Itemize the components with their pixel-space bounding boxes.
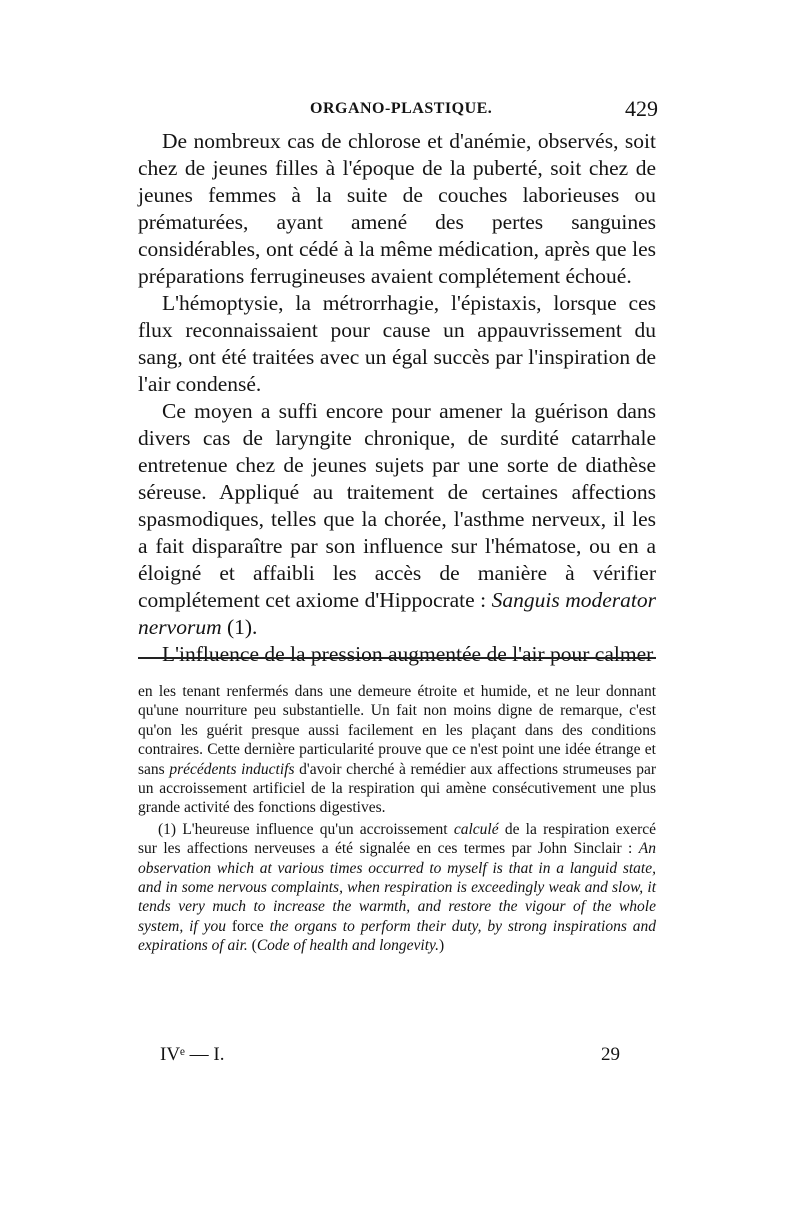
footnote-divider: [138, 657, 656, 659]
footnote-1-text-1: L'heureuse influence qu'un accroissement: [182, 820, 448, 838]
paragraph-chlorose: De nombreux cas de chlorose et d'anémie, observés, soit chez de jeunes filles à l'époque de la puberté, soit chez de jeunes femmes à la suite de couches laborieuses ou prématurées, ayant amené des pertes sanguines considérables, ont cédé à la même médication, après que les préparations ferrugineuses avaient complétement échoué.: [138, 129, 656, 288]
running-title: ORGANO-PLASTIQUE.: [310, 100, 493, 117]
hippocrates-quote: Sanguis moderator nervorum: [138, 588, 656, 639]
footnote-1-source-title: Code of health and longevity.: [256, 937, 439, 955]
footnote-1-text-2: de la respiration exercé sur les affections nerveuses a été signalée en ces termes par John Sinclair :: [138, 820, 657, 858]
footnote-1-paren-open: (: [251, 937, 257, 955]
footnote-continuation-text-2: d'avoir cherché à remédier aux affections strumeuses par un accroissement artificiel de la respiration qui amène consécutivement une plus grande activité des fonctions digestives.: [138, 760, 657, 817]
footnote-reference: (1).: [226, 615, 258, 639]
footnote-continuation: [138, 682, 656, 818]
printer-signature: [160, 1044, 620, 1070]
page-number: 429: [625, 96, 658, 121]
footnote-1: [138, 820, 656, 956]
footnote-continuation-italic: précédents inductifs: [169, 760, 295, 778]
main-text: [138, 128, 656, 668]
footnote-1-english-quote-end: the organs to perform their duty, by strong inspirations and expirations of air.: [138, 917, 656, 955]
signature-volume: IVᵉ — I.: [160, 1044, 225, 1065]
footnote-1-english-quote: An observation which at various times occurred to myself is that in a languid state, and in some nervous complaints, when respiration is exceedingly weak and slow, it tends very much to increase the warmth, and restore the vigour of the whole system, if you: [138, 840, 656, 935]
paragraph-laryngite-text: Ce moyen a suffi encore pour amener la guérison dans divers cas de laryngite chronique, de surdité catarrhale entretenue chez de jeunes sujets par une sorte de diathèse séreuse. Appliqué au traitement de certaines affections spasmodiques, telles que la chorée, l'asthme nerveux, il les a fait disparaître par son influence sur l'hématose, ou en a éloigné et affaibli les accès de manière à vérifier complétement cet axiome d'Hippocrate :: [138, 399, 656, 612]
footnote-1-text-3: force: [231, 917, 264, 935]
footnotes: [138, 682, 656, 956]
page-header: [138, 96, 658, 126]
footnote-1-marker: (1): [158, 820, 177, 838]
footnote-1-italic-1: calculé: [453, 820, 499, 838]
paragraph-hemoptysie: L'hémoptysie, la métrorrhagie, l'épistaxis, lorsque ces flux reconnaissaient pour cause un appauvrissement du sang, ont été traitées avec un égal succès par l'inspiration de l'air condensé.: [138, 291, 656, 396]
paragraph-laryngite: [138, 398, 656, 641]
paragraph-influence: L'influence de la pression augmentée de l'air pour calmer: [162, 642, 654, 666]
footnote-1-paren-close: ): [438, 937, 445, 955]
footnote-continuation-text-1: en les tenant renfermés dans une demeure étroite et humide, et ne leur donnant qu'une nourriture peu substantielle. Un fait non moins digne de remarque, c'est qu'on les guérit presque aussi facilement en les plaçant dans des conditions contraires. Cette dernière particularité prouve que ce n'est point une idée étrange et sans: [138, 683, 656, 778]
signature-sheet-number: 29: [601, 1044, 620, 1065]
